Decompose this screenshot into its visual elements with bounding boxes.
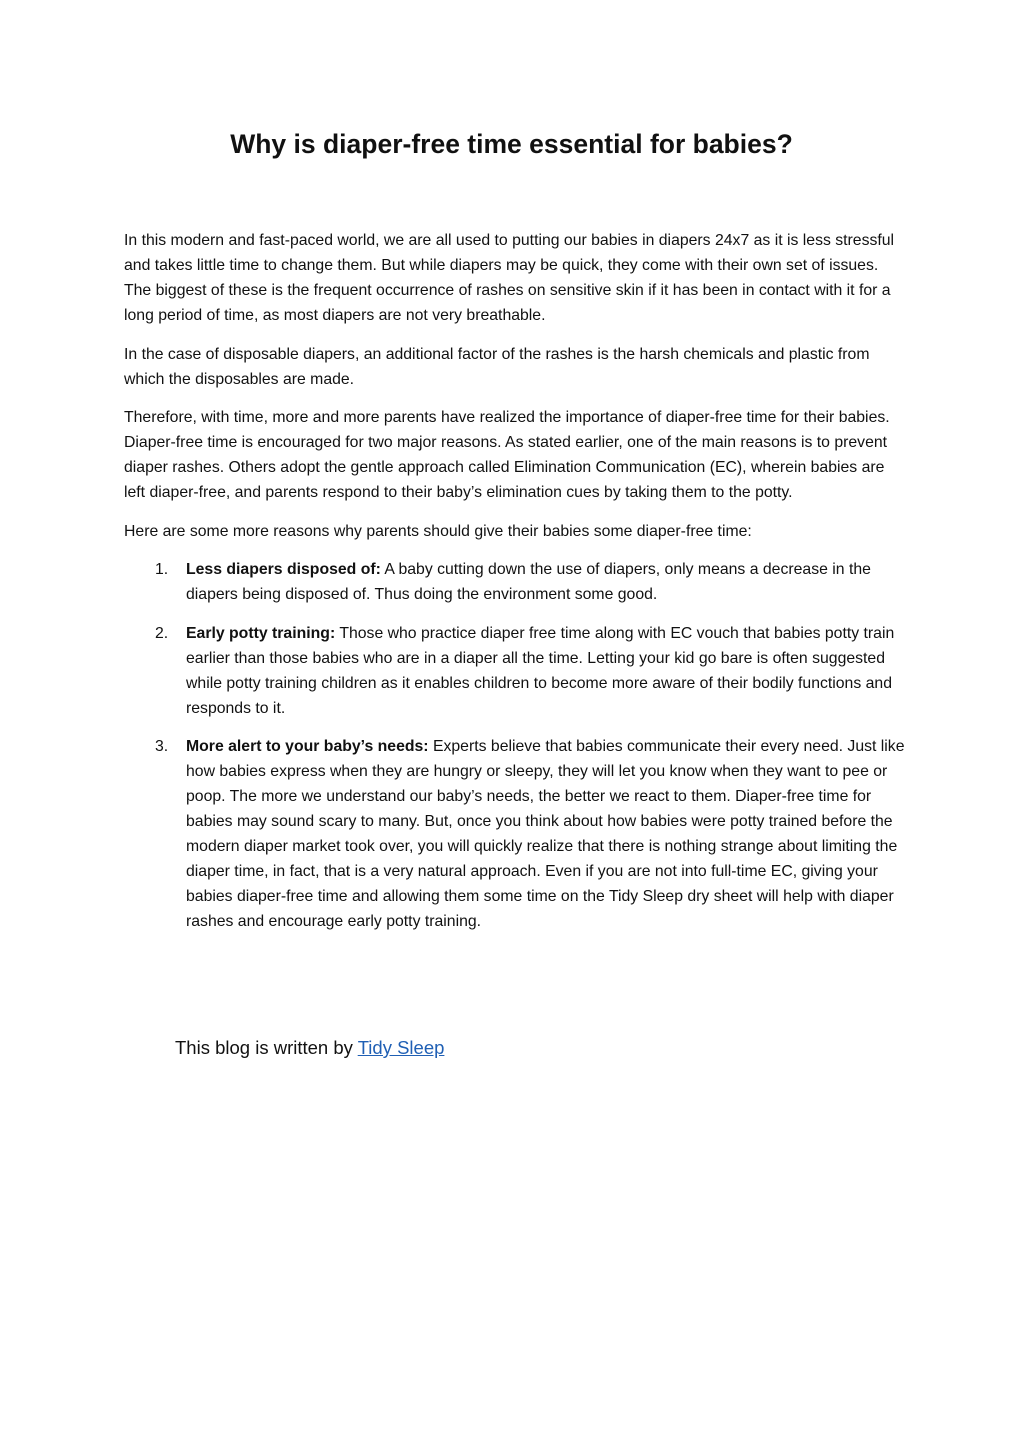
list-item <box>124 557 909 607</box>
list-item <box>124 621 909 721</box>
list-item-number: 3. <box>155 738 169 755</box>
list-item-number: 2. <box>155 624 169 642</box>
blog-author-line <box>175 1034 444 1062</box>
paragraph-intro: In this modern and fast-paced world, we are all used to putting our babies in diapers 24x7 as it is less stressful and takes little time to change them. But while diapers may be quick, they come with their own set of issues. The biggest of these is the frequent occurrence of rashes on sensitive skin if it has been in contact with it for a long period of time, as most diapers are not very breathable. <box>124 232 895 324</box>
list-item-heading: Early potty training: <box>186 624 336 642</box>
reasons-list <box>124 557 909 934</box>
tidy-sleep-link[interactable]: Tidy Sleep <box>357 1037 445 1058</box>
paragraph-reasons: Therefore, with time, more and more parents have realized the importance of diaper-free time for their babies. Diaper-free time is encouraged for two major reasons. As stated earlier, one of the main reasons is to prevent diaper rashes. Others adopt the gentle approach called Elimination Communication (EC), wherein babies are left diaper-free, and parents respond to their baby’s elimination cues by taking them to the potty. <box>124 409 890 501</box>
list-item-heading: More alert to your baby’s needs: <box>186 738 429 755</box>
list-item-text: Those who practice diaper free time along with EC vouch that babies potty train earlier than those babies who are in a diaper all the time. Letting your kid go bare is often suggested while potty training children as it enables children to become more aware of their bodily functions and responds to it. <box>186 624 895 717</box>
author-prefix: This blog is written by <box>175 1037 358 1058</box>
list-item <box>124 734 909 934</box>
paragraph-list-intro: Here are some more reasons why parents should give their babies some diaper-free time: <box>124 522 752 540</box>
page-title: Why is diaper-free time essential for babies? <box>230 129 793 159</box>
paragraph-disposable: In the case of disposable diapers, an additional factor of the rashes is the harsh chemicals and plastic from which the disposables are made. <box>124 345 870 388</box>
article-body <box>124 228 909 948</box>
list-item-heading: Less diapers disposed of: <box>186 561 381 578</box>
list-item-text: A baby cutting down the use of diapers, only means a decrease in the diapers being disposed of. Thus doing the environment some good. <box>186 561 871 603</box>
list-item-text: Experts believe that babies communicate their every need. Just like how babies express when they are hungry or sleepy, they will let you know when they want to pee or poop. The more we understand our baby’s needs, the better we react to them. Diaper-free time for babies may sound scary to many. But, once you think about how babies were potty trained before the modern diaper market took over, you will quickly realize that there is nothing strange about limiting the diaper time, in fact, that is a very natural approach. Even if you are not into full-time EC, giving your babies diaper-free time and allowing them some time on the Tidy Sleep dry sheet will help with diaper rashes and encourage early potty training. <box>186 738 905 930</box>
list-item-number: 1. <box>155 561 169 578</box>
